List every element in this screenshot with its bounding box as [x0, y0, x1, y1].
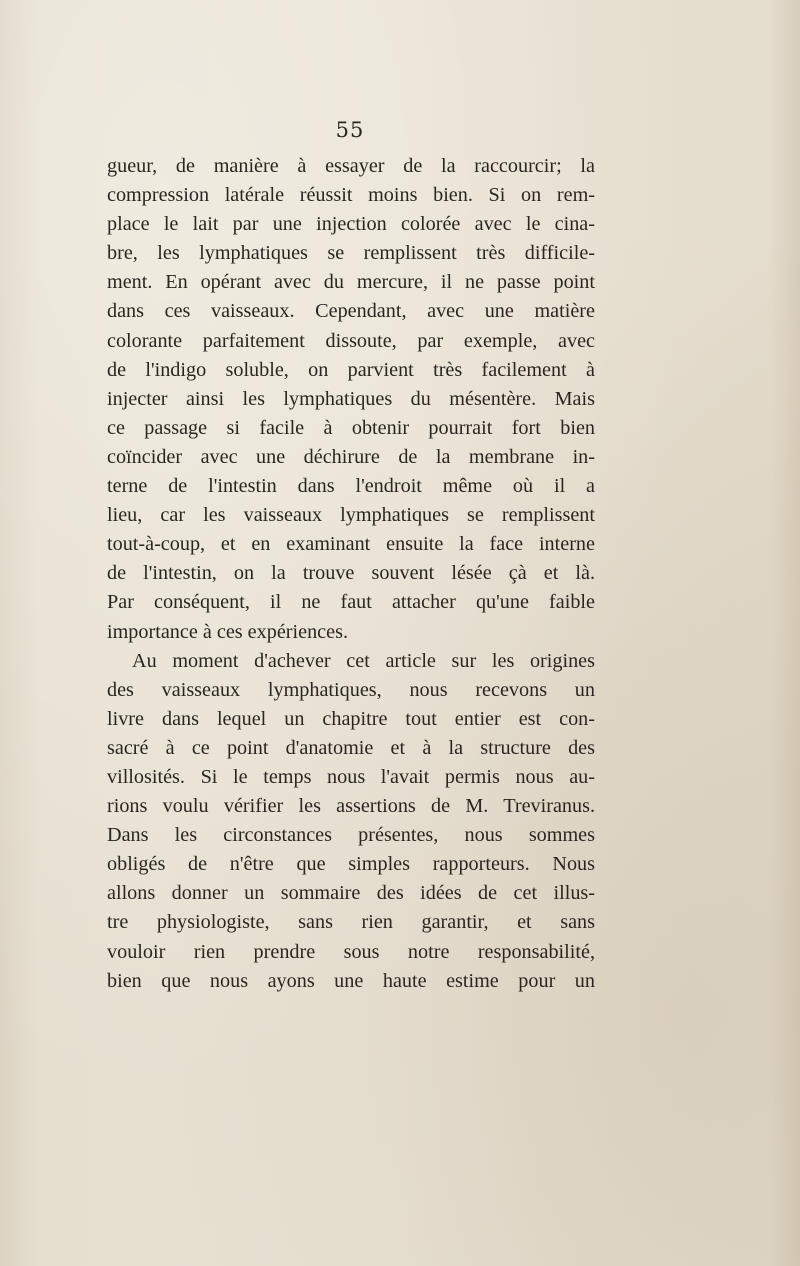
text-line: livre dans lequel un chapitre tout entier est con- — [107, 707, 595, 730]
text-line: colorante parfaitement dissoute, par exemple, avec — [107, 329, 595, 352]
text-line: Au moment d'achever cet article sur les origines — [132, 649, 595, 672]
text-line: injecter ainsi les lymphatiques du mésentère. Mais — [107, 387, 595, 410]
text-line: rions voulu vérifier les assertions de M. Treviranus. — [107, 795, 595, 818]
text-line: lieu, car les vaisseaux lymphatiques se remplissent — [107, 504, 595, 527]
text-line: compression latérale réussit moins bien. Si on rem- — [107, 184, 595, 207]
text-line: allons donner un sommaire des idées de cet illus- — [107, 882, 595, 905]
text-line: des vaisseaux lymphatiques, nous recevons un — [107, 678, 595, 701]
text-line: villosités. Si le temps nous l'avait permis nous au- — [107, 765, 595, 788]
text-line: sacré à ce point d'anatomie et à la structure des — [107, 736, 595, 759]
text-line: obligés de n'être que simples rapporteurs. Nous — [107, 853, 595, 876]
text-line: tout-à-coup, et en examinant ensuite la face interne — [107, 533, 595, 556]
text-line: importance à ces expériences. — [107, 620, 348, 643]
text-line: bre, les lymphatiques se remplissent très difficile- — [107, 242, 595, 265]
text-line: ment. En opérant avec du mercure, il ne passe point — [107, 271, 595, 294]
text-line: gueur, de manière à essayer de la raccourcir; la — [107, 155, 595, 177]
text-line: dans ces vaisseaux. Cependant, avec une matière — [107, 300, 595, 323]
text-line: Dans les circonstances présentes, nous sommes — [107, 824, 595, 847]
text-line: place le lait par une injection colorée avec le cina- — [107, 213, 595, 236]
text-line: vouloir rien prendre sous notre responsabilité, — [107, 940, 595, 963]
text-line: de l'intestin, on la trouve souvent lésée çà et là. — [107, 562, 595, 585]
text-line: de l'indigo soluble, on parvient très facilement à — [107, 358, 595, 381]
body-text — [107, 152, 595, 996]
text-line: ce passage si facile à obtenir pourrait fort bien — [107, 416, 595, 439]
paragraph-1 — [107, 152, 595, 647]
text-line: coïncider avec une déchirure de la membrane in- — [107, 445, 595, 468]
text-line: bien que nous ayons une haute estime pour un — [107, 969, 595, 992]
page-number: 55 — [335, 118, 365, 142]
text-line: Par conséquent, il ne faut attacher qu'une faible — [107, 591, 595, 614]
text-line: terne de l'intestin dans l'endroit même où il a — [107, 475, 595, 498]
paragraph-2 — [107, 647, 595, 996]
text-line: tre physiologiste, sans rien garantir, et sans — [107, 911, 595, 934]
